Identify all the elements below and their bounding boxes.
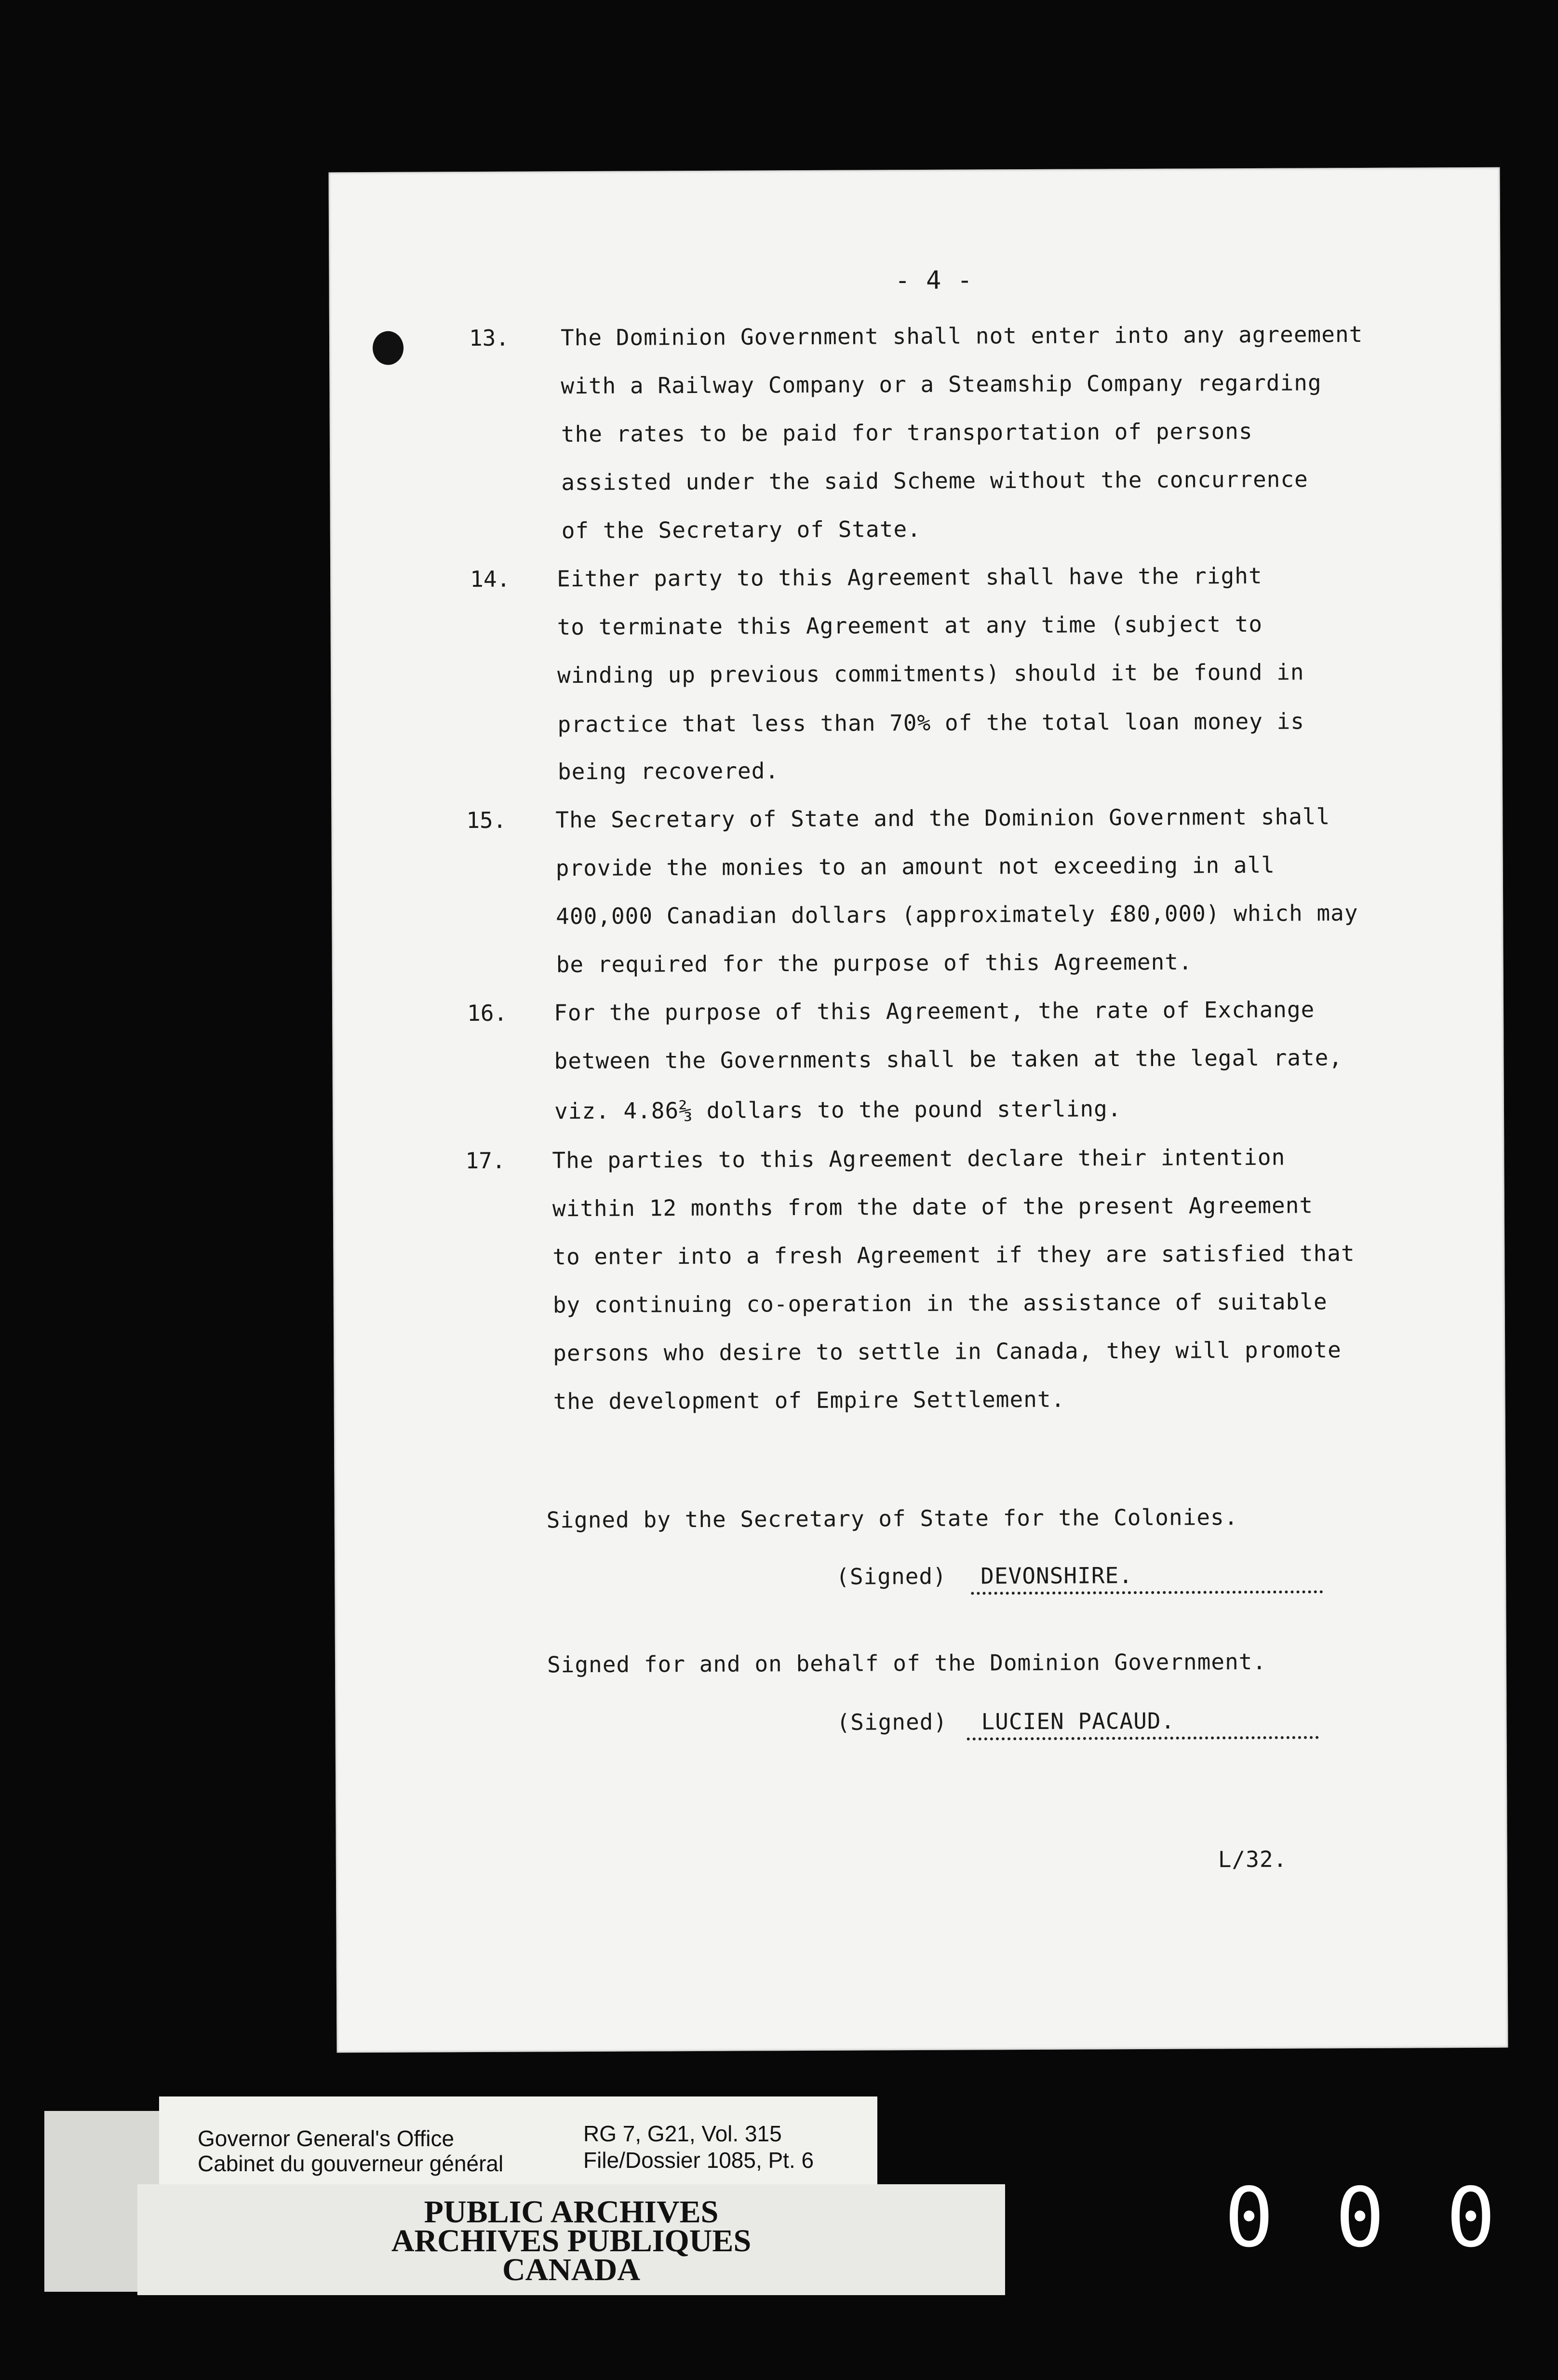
- clause-line: between the Governments shall be taken at the legal rate,: [554, 1044, 1343, 1074]
- dominion-signature-line: Signed for and on behalf of the Dominion Government.: [547, 1648, 1267, 1678]
- clause-line: being recovered.: [557, 757, 779, 785]
- reference-volume: RG 7, G21, Vol. 315: [583, 2121, 782, 2146]
- clause-line: within 12 months from the date of the present Agreement: [552, 1192, 1314, 1222]
- clause-number: 13.: [469, 325, 510, 352]
- signature-dotted-line: [971, 1585, 1323, 1595]
- frame-digit: 0: [1224, 2170, 1274, 2266]
- clause-line: assisted under the said Scheme without the concurrence: [561, 466, 1308, 496]
- reference-number: L/32.: [1218, 1846, 1288, 1873]
- clause-number: 17.: [465, 1147, 506, 1174]
- clause-line: viz. 4.86⅔ dollars to the pound sterling.: [554, 1095, 1122, 1124]
- clause-line: with a Railway Company or a Steamship Company regarding: [561, 369, 1322, 399]
- clause-line: practice that less than 70% of the total loan money is: [557, 708, 1305, 738]
- clause-line: winding up previous commitments) should it be found in: [557, 659, 1304, 689]
- secretary-signature-line: Signed by the Secretary of State for the Colonies.: [546, 1504, 1238, 1533]
- office-english: Governor General's Office: [198, 2126, 455, 2151]
- clause-line: to terminate this Agreement at any time (subject to: [557, 610, 1263, 640]
- clause-line: persons who desire to settle in Canada, they will promote: [553, 1337, 1342, 1366]
- clause-line: to enter into a fresh Agreement if they are satisfied that: [552, 1240, 1355, 1270]
- clause-line: The Dominion Government shall not enter into any agreement: [560, 321, 1363, 351]
- clause-line: 400,000 Canadian dollars (approximately £80,000) which may: [556, 900, 1358, 930]
- archives-french: ARCHIVES PUBLIQUES: [391, 2223, 752, 2258]
- signature-name: [981, 1708, 1175, 1735]
- archives-country: CANADA: [502, 2252, 640, 2287]
- reference-file: File/Dossier 1085, Pt. 6: [583, 2148, 814, 2173]
- clause-line: the rates to be paid for transportation of persons: [561, 418, 1253, 447]
- clause-line: of the Secretary of State.: [561, 515, 921, 544]
- document-page: [329, 167, 1508, 2053]
- secretary-name: DEVONSHIRE.: [980, 1562, 1133, 1589]
- dominion-name: LUCIEN PACAUD.: [981, 1707, 1175, 1735]
- frame-digit: 0: [1335, 2170, 1385, 2266]
- clause-number: 15.: [466, 807, 507, 834]
- clause-line: be required for the purpose of this Agreement.: [556, 948, 1193, 978]
- signature-name: [980, 1562, 1133, 1589]
- archives-english: PUBLIC ARCHIVES: [424, 2194, 719, 2230]
- clause-line: The Secretary of State and the Dominion Government shall: [555, 803, 1330, 833]
- signed-label: (Signed): [836, 1563, 947, 1590]
- clause-line: the development of Empire Settlement.: [553, 1386, 1065, 1415]
- clause-number: 16.: [467, 1000, 508, 1027]
- signed-label: (Signed): [836, 1708, 948, 1735]
- punch-hole: [373, 331, 403, 365]
- archive-reference-label: [159, 2096, 877, 2188]
- signature-dotted-line: [967, 1731, 1319, 1740]
- clause-number: 14.: [470, 566, 510, 593]
- frame-counter: [1224, 2170, 1558, 2266]
- frame-digit: 0: [1446, 2170, 1496, 2266]
- archive-stamp-label: [137, 2184, 1005, 2295]
- office-french: Cabinet du gouverneur général: [198, 2151, 504, 2176]
- clause-line: The parties to this Agreement declare their intention: [552, 1144, 1286, 1174]
- clause-line: Either party to this Agreement shall have the right: [557, 562, 1263, 592]
- clause-line: provide the monies to an amount not exceeding in all: [555, 852, 1276, 881]
- clause-line: For the purpose of this Agreement, the rate of Exchange: [553, 996, 1315, 1026]
- clause-line: by continuing co-operation in the assistance of suitable: [552, 1288, 1328, 1318]
- page-number: - 4 -: [895, 266, 973, 296]
